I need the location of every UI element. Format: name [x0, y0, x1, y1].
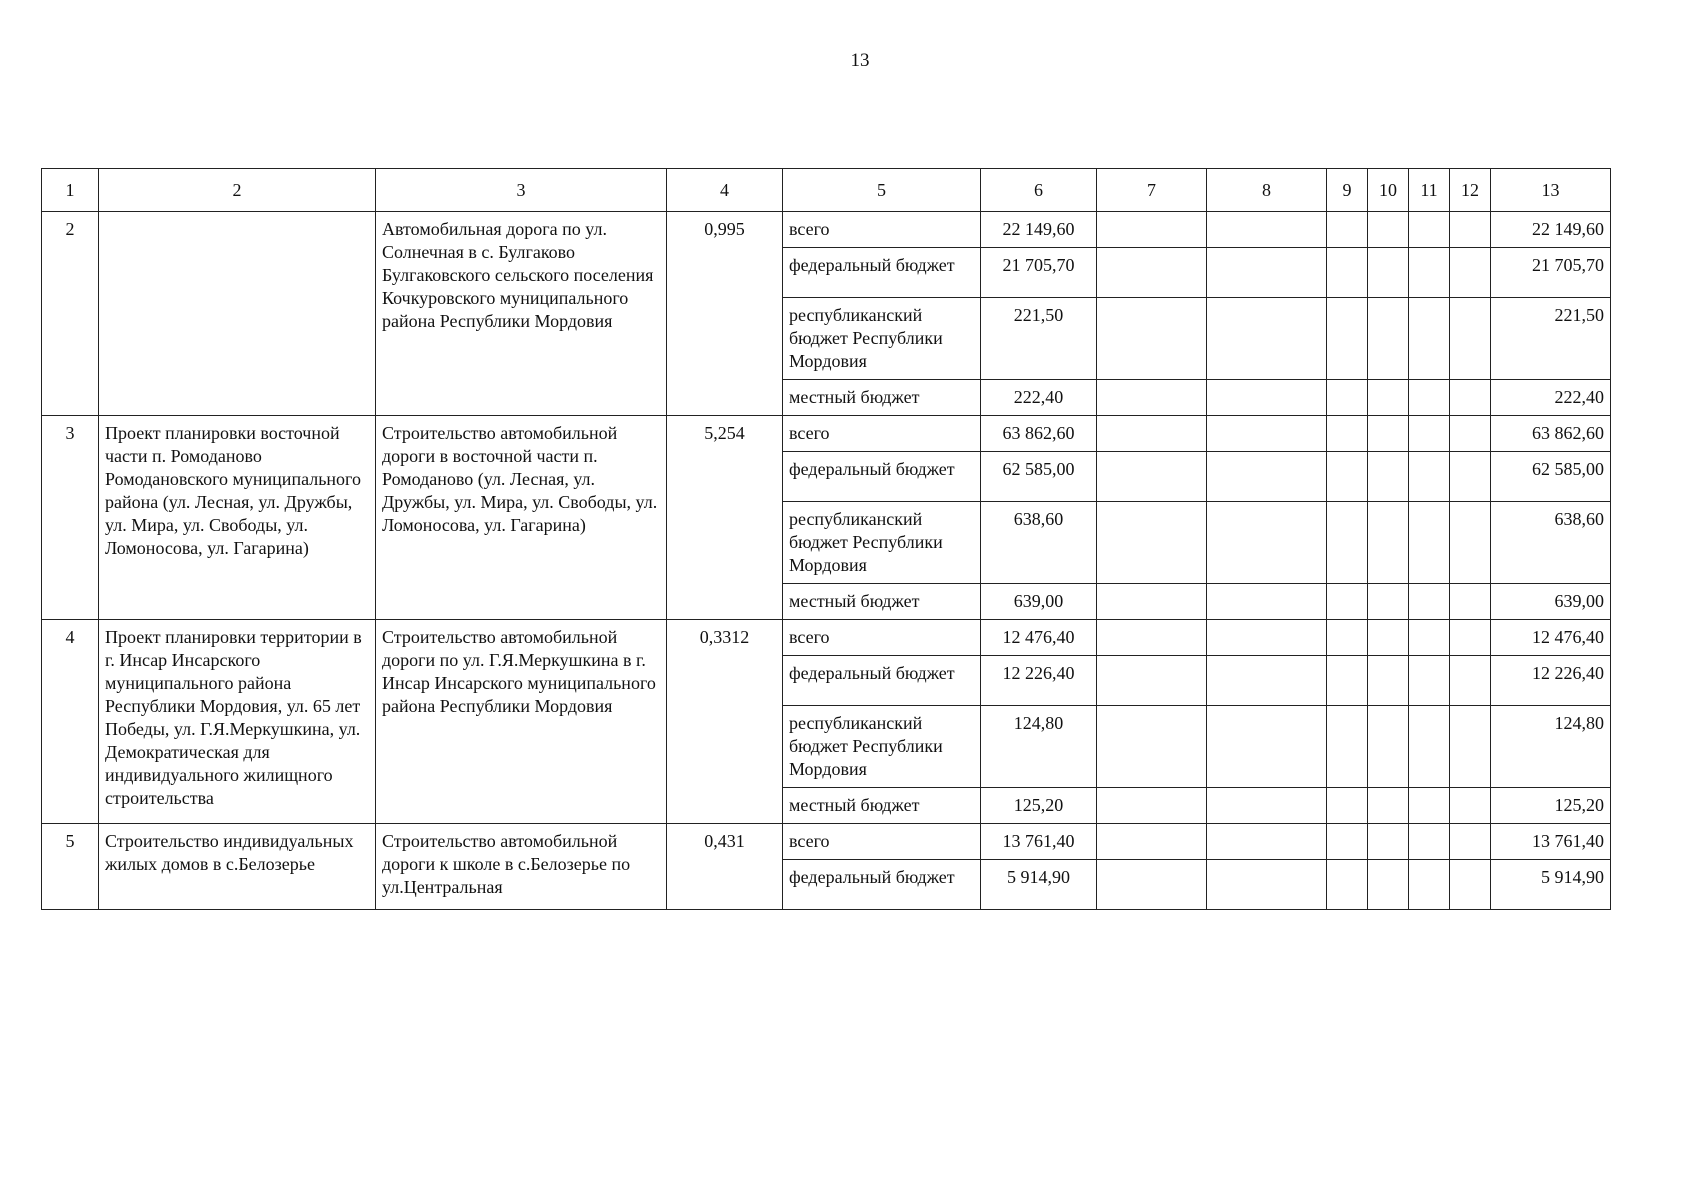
- empty-col-cell: [1327, 452, 1368, 502]
- empty-col-cell: [1327, 788, 1368, 824]
- amount-col13-cell: 221,50: [1491, 298, 1611, 380]
- empty-col-cell: [1207, 860, 1327, 910]
- empty-col-cell: [1207, 584, 1327, 620]
- amount-col6-cell: 124,80: [981, 706, 1097, 788]
- budget-table: [41, 168, 1611, 910]
- empty-col-cell: [1409, 416, 1450, 452]
- length-cell: 0,3312: [667, 620, 783, 824]
- empty-col-cell: [1450, 620, 1491, 656]
- funding-source-cell: республиканский бюджет Республики Мордовия: [783, 298, 981, 380]
- length-cell: 5,254: [667, 416, 783, 620]
- empty-col-cell: [1368, 656, 1409, 706]
- empty-col-cell: [1368, 706, 1409, 788]
- empty-col-cell: [1207, 824, 1327, 860]
- header-cell: 3: [376, 169, 667, 212]
- empty-col-cell: [1097, 248, 1207, 298]
- empty-col-cell: [1450, 380, 1491, 416]
- object-cell: Строительство автомобильной дороги к школе в с.Белозерье по ул.Центральная: [376, 824, 667, 910]
- amount-col6-cell: 12 226,40: [981, 656, 1097, 706]
- funding-source-cell: федеральный бюджет: [783, 248, 981, 298]
- funding-source-cell: всего: [783, 620, 981, 656]
- empty-col-cell: [1409, 860, 1450, 910]
- empty-col-cell: [1327, 860, 1368, 910]
- empty-col-cell: [1450, 452, 1491, 502]
- empty-col-cell: [1368, 298, 1409, 380]
- funding-source-cell: всего: [783, 416, 981, 452]
- empty-col-cell: [1327, 620, 1368, 656]
- empty-col-cell: [1368, 212, 1409, 248]
- header-cell: 6: [981, 169, 1097, 212]
- empty-col-cell: [1097, 860, 1207, 910]
- empty-col-cell: [1450, 824, 1491, 860]
- header-cell: 7: [1097, 169, 1207, 212]
- header-cell: 5: [783, 169, 981, 212]
- amount-col6-cell: 13 761,40: [981, 824, 1097, 860]
- funding-source-cell: республиканский бюджет Республики Мордовия: [783, 502, 981, 584]
- empty-col-cell: [1450, 248, 1491, 298]
- empty-col-cell: [1368, 502, 1409, 584]
- empty-col-cell: [1097, 706, 1207, 788]
- page-number: 13: [850, 50, 870, 71]
- amount-col13-cell: 22 149,60: [1491, 212, 1611, 248]
- funding-source-cell: всего: [783, 824, 981, 860]
- empty-col-cell: [1207, 416, 1327, 452]
- empty-col-cell: [1409, 212, 1450, 248]
- empty-col-cell: [1097, 452, 1207, 502]
- row-number-cell: 2: [42, 212, 99, 416]
- empty-col-cell: [1097, 656, 1207, 706]
- empty-col-cell: [1097, 380, 1207, 416]
- amount-col13-cell: 124,80: [1491, 706, 1611, 788]
- empty-col-cell: [1368, 248, 1409, 298]
- amount-col13-cell: 21 705,70: [1491, 248, 1611, 298]
- empty-col-cell: [1450, 416, 1491, 452]
- amount-col13-cell: 63 862,60: [1491, 416, 1611, 452]
- empty-col-cell: [1207, 706, 1327, 788]
- amount-col6-cell: 222,40: [981, 380, 1097, 416]
- object-cell: Автомобильная дорога по ул. Солнечная в с. Булгаково Булгаковского сельского поселения Кочкуровского муниципального района Республики Мордовия: [376, 212, 667, 416]
- empty-col-cell: [1327, 502, 1368, 584]
- empty-col-cell: [1207, 620, 1327, 656]
- empty-col-cell: [1450, 860, 1491, 910]
- empty-col-cell: [1207, 212, 1327, 248]
- empty-col-cell: [1450, 298, 1491, 380]
- amount-col6-cell: 63 862,60: [981, 416, 1097, 452]
- header-cell: 8: [1207, 169, 1327, 212]
- header-cell: 1: [42, 169, 99, 212]
- empty-col-cell: [1097, 620, 1207, 656]
- empty-col-cell: [1409, 380, 1450, 416]
- amount-col6-cell: 12 476,40: [981, 620, 1097, 656]
- empty-col-cell: [1327, 416, 1368, 452]
- empty-col-cell: [1368, 824, 1409, 860]
- length-cell: 0,431: [667, 824, 783, 910]
- project-cell: Строительство индивидуальных жилых домов в с.Белозерье: [99, 824, 376, 910]
- empty-col-cell: [1368, 788, 1409, 824]
- empty-col-cell: [1327, 298, 1368, 380]
- funding-source-cell: местный бюджет: [783, 788, 981, 824]
- amount-col6-cell: 638,60: [981, 502, 1097, 584]
- empty-col-cell: [1450, 502, 1491, 584]
- header-cell: 10: [1368, 169, 1409, 212]
- empty-col-cell: [1097, 212, 1207, 248]
- amount-col6-cell: 21 705,70: [981, 248, 1097, 298]
- empty-col-cell: [1207, 788, 1327, 824]
- empty-col-cell: [1097, 584, 1207, 620]
- empty-col-cell: [1097, 416, 1207, 452]
- row-number-cell: 4: [42, 620, 99, 824]
- header-cell: 11: [1409, 169, 1450, 212]
- amount-col13-cell: 639,00: [1491, 584, 1611, 620]
- object-cell: Строительство автомобильной дороги в восточной части п. Ромоданово (ул. Лесная, ул. Дружбы, ул. Мира, ул. Свободы, ул. Ломоносова, ул. Гагарина): [376, 416, 667, 620]
- amount-col13-cell: 222,40: [1491, 380, 1611, 416]
- empty-col-cell: [1097, 298, 1207, 380]
- funding-source-cell: федеральный бюджет: [783, 860, 981, 910]
- empty-col-cell: [1097, 788, 1207, 824]
- empty-col-cell: [1207, 248, 1327, 298]
- amount-col13-cell: 638,60: [1491, 502, 1611, 584]
- empty-col-cell: [1409, 298, 1450, 380]
- amount-col13-cell: 5 914,90: [1491, 860, 1611, 910]
- empty-col-cell: [1327, 584, 1368, 620]
- empty-col-cell: [1409, 584, 1450, 620]
- funding-source-cell: федеральный бюджет: [783, 452, 981, 502]
- empty-col-cell: [1450, 656, 1491, 706]
- table-row: [42, 416, 1611, 452]
- empty-col-cell: [1409, 620, 1450, 656]
- empty-col-cell: [1097, 502, 1207, 584]
- table-body: [42, 169, 1611, 910]
- empty-col-cell: [1207, 452, 1327, 502]
- empty-col-cell: [1207, 656, 1327, 706]
- header-cell: 4: [667, 169, 783, 212]
- amount-col6-cell: 221,50: [981, 298, 1097, 380]
- row-number-cell: 3: [42, 416, 99, 620]
- empty-col-cell: [1327, 824, 1368, 860]
- empty-col-cell: [1450, 788, 1491, 824]
- empty-col-cell: [1207, 502, 1327, 584]
- empty-col-cell: [1450, 584, 1491, 620]
- empty-col-cell: [1368, 380, 1409, 416]
- amount-col13-cell: 12 226,40: [1491, 656, 1611, 706]
- empty-col-cell: [1409, 824, 1450, 860]
- empty-col-cell: [1409, 452, 1450, 502]
- empty-col-cell: [1368, 584, 1409, 620]
- empty-col-cell: [1368, 452, 1409, 502]
- amount-col13-cell: 62 585,00: [1491, 452, 1611, 502]
- header-cell: 12: [1450, 169, 1491, 212]
- funding-source-cell: республиканский бюджет Республики Мордовия: [783, 706, 981, 788]
- header-row: [42, 169, 1611, 212]
- amount-col13-cell: 125,20: [1491, 788, 1611, 824]
- header-cell: 13: [1491, 169, 1611, 212]
- funding-source-cell: местный бюджет: [783, 380, 981, 416]
- table-row: [42, 620, 1611, 656]
- empty-col-cell: [1368, 416, 1409, 452]
- funding-source-cell: местный бюджет: [783, 584, 981, 620]
- empty-col-cell: [1207, 380, 1327, 416]
- empty-col-cell: [1409, 248, 1450, 298]
- funding-source-cell: федеральный бюджет: [783, 656, 981, 706]
- empty-col-cell: [1097, 824, 1207, 860]
- empty-col-cell: [1409, 788, 1450, 824]
- project-cell: Проект планировки восточной части п. Ромоданово Ромодановского муниципального района (ул. Лесная, ул. Дружбы, ул. Мира, ул. Свободы, ул. Ломоносова, ул. Гагарина): [99, 416, 376, 620]
- empty-col-cell: [1327, 706, 1368, 788]
- table-row: [42, 212, 1611, 248]
- object-cell: Строительство автомобильной дороги по ул. Г.Я.Меркушкина в г. Инсар Инсарского муниципального района Республики Мордовия: [376, 620, 667, 824]
- empty-col-cell: [1409, 502, 1450, 584]
- empty-col-cell: [1450, 706, 1491, 788]
- table-row: [42, 824, 1611, 860]
- empty-col-cell: [1368, 860, 1409, 910]
- row-number-cell: 5: [42, 824, 99, 910]
- empty-col-cell: [1368, 620, 1409, 656]
- empty-col-cell: [1327, 248, 1368, 298]
- funding-source-cell: всего: [783, 212, 981, 248]
- empty-col-cell: [1327, 380, 1368, 416]
- empty-col-cell: [1207, 298, 1327, 380]
- amount-col6-cell: 125,20: [981, 788, 1097, 824]
- empty-col-cell: [1327, 212, 1368, 248]
- empty-col-cell: [1409, 706, 1450, 788]
- project-cell: [99, 212, 376, 416]
- amount-col6-cell: 639,00: [981, 584, 1097, 620]
- amount-col6-cell: 22 149,60: [981, 212, 1097, 248]
- amount-col13-cell: 13 761,40: [1491, 824, 1611, 860]
- empty-col-cell: [1450, 212, 1491, 248]
- project-cell: Проект планировки территории в г. Инсар Инсарского муниципального района Республики Мордовия, ул. 65 лет Победы, ул. Г.Я.Меркушкина, ул. Демократическая для индивидуального жилищного строительства: [99, 620, 376, 824]
- amount-col13-cell: 12 476,40: [1491, 620, 1611, 656]
- empty-col-cell: [1409, 656, 1450, 706]
- header-cell: 2: [99, 169, 376, 212]
- amount-col6-cell: 62 585,00: [981, 452, 1097, 502]
- amount-col6-cell: 5 914,90: [981, 860, 1097, 910]
- empty-col-cell: [1327, 656, 1368, 706]
- length-cell: 0,995: [667, 212, 783, 416]
- header-cell: 9: [1327, 169, 1368, 212]
